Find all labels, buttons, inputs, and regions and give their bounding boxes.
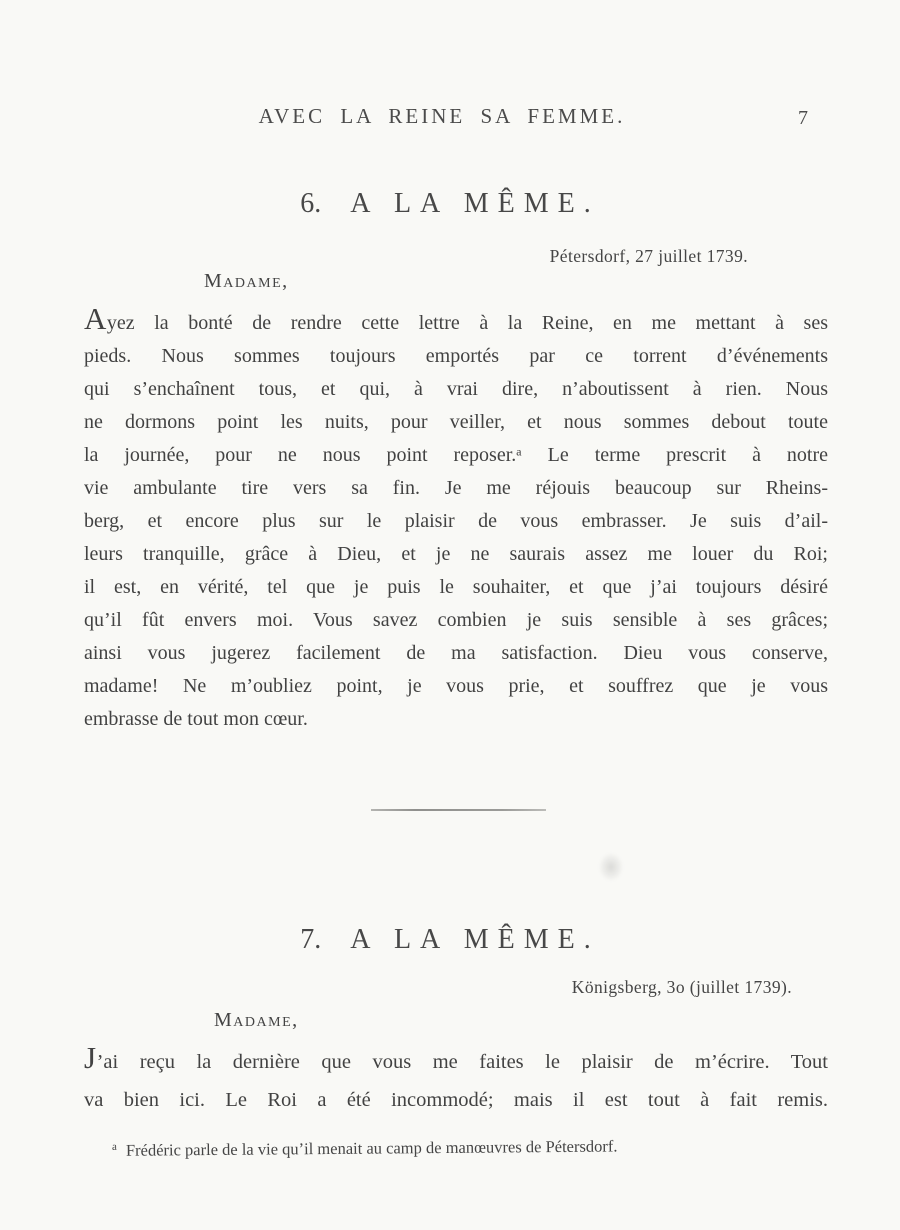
letter-7-salutation: Madame, xyxy=(214,1009,299,1031)
letter-6-line-1 xyxy=(84,301,828,340)
letter-7-line-1-text: ’ai reçu la dernière que vous me faites le plaisir de m’écrire. Tout xyxy=(96,1051,828,1073)
letter-7-number: 7. xyxy=(300,924,322,955)
letter-6-line-11: ainsi vous jugerez facilement de ma satisfaction. Dieu vous conserve, xyxy=(84,642,828,664)
letter-7-title xyxy=(0,924,900,956)
page-number: 7 xyxy=(798,107,808,129)
footnote-text: Frédéric parle de la vie qu’il menait au camp de manœuvres de Pétersdorf. xyxy=(125,1136,618,1160)
letter-7-initial-cap: J xyxy=(84,1040,97,1075)
letter-6-line-2: pieds. Nous sommes toujours emportés par ce torrent d’événements xyxy=(84,345,828,367)
letter-6-body xyxy=(84,301,828,736)
letter-6-salutation: Madame, xyxy=(204,270,289,292)
scan-smudge-artifact xyxy=(598,852,624,882)
letter-6-line-12: madame! Ne m’oubliez point, je vous prie, et souffrez que je vous xyxy=(84,675,828,697)
letter-6-line-6: vie ambulante tire vers sa fin. Je me réjouis beaucoup sur Rheins- xyxy=(84,477,828,499)
letter-6-line-13: embrasse de tout mon cœur. xyxy=(84,708,308,730)
letter-6-line-10: qu’il fût envers moi. Vous savez combien je suis sensible à ses grâces; xyxy=(84,609,828,631)
letter-6-line-4: ne dormons point les nuits, pour veiller, et nous sommes debout toute xyxy=(84,411,828,433)
running-head-title: AVEC LA REINE SA FEMME. xyxy=(258,104,626,128)
letter-7-body xyxy=(84,1040,828,1119)
section-divider-rule xyxy=(371,809,546,811)
footnote xyxy=(112,1135,772,1161)
letter-6-line-8: leurs tranquille, grâce à Dieu, et je ne saurais assez me louer du Roi; xyxy=(84,543,828,565)
letter-6-dateline: Pétersdorf, 27 juillet 1739. xyxy=(549,246,748,266)
letter-7-line-2: va bien ici. Le Roi a été incommodé; mais il est tout à fait remis. xyxy=(84,1089,828,1111)
letter-6-title-text: A LA MÊME. xyxy=(350,188,600,219)
letter-6-line-9: il est, en vérité, tel que je puis le souhaiter, et que j’ai toujours désiré xyxy=(84,576,828,598)
letter-7-title-text: A LA MÊME. xyxy=(350,924,600,955)
letter-7-line-1 xyxy=(84,1040,828,1081)
letter-6-number: 6. xyxy=(300,188,322,219)
letter-7-dateline: Königsberg, 3o (juillet 1739). xyxy=(571,977,792,997)
letter-6-line-5: la journée, pour ne nous point reposer.ᵃ Le terme prescrit à notre xyxy=(84,444,828,466)
footnote-marker: a xyxy=(111,1140,117,1153)
letter-6-line-7: berg, et encore plus sur le plaisir de vous embrasser. Je suis d’ail- xyxy=(84,510,828,532)
letter-6-title xyxy=(0,188,900,220)
letter-6-line-1-text: yez la bonté de rendre cette lettre à la Reine, en me mettant à ses xyxy=(106,312,828,334)
letter-6-initial-cap: A xyxy=(84,301,107,336)
letter-6-line-3: qui s’enchaînent tous, et qui, à vrai dire, n’aboutissent à rien. Nous xyxy=(84,378,828,400)
